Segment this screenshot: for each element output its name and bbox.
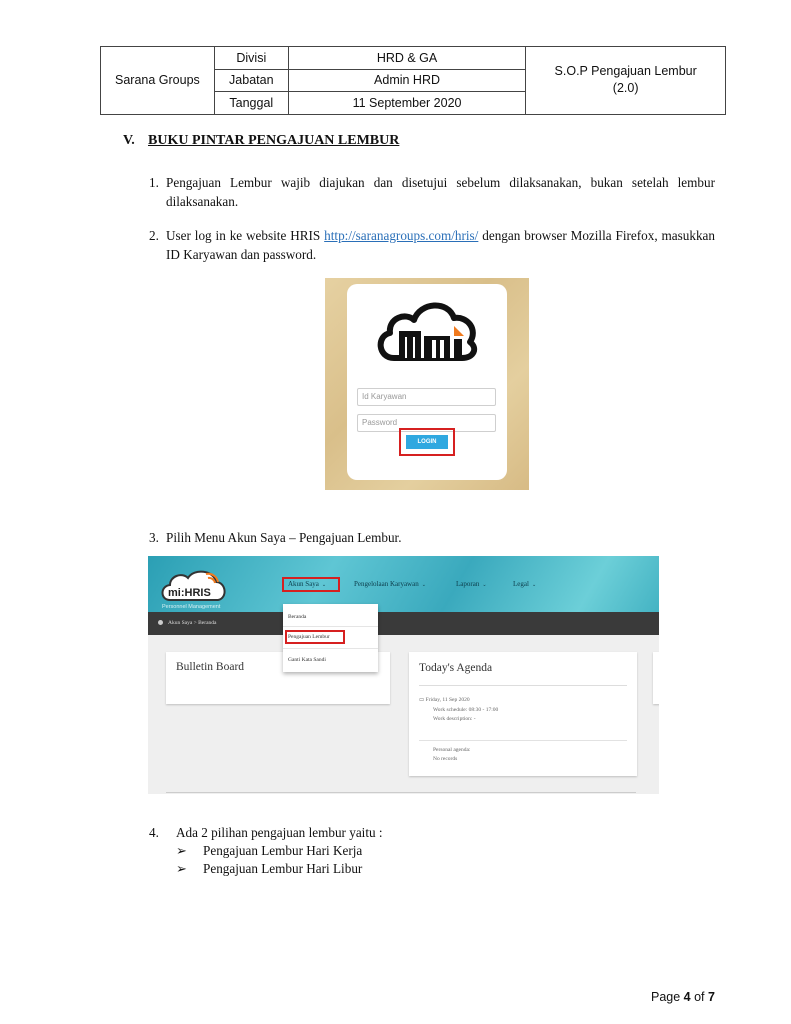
header-label-divisi: Divisi xyxy=(214,47,288,70)
nav-label: Laporan xyxy=(456,580,480,588)
dashboard-screenshot xyxy=(148,556,659,794)
work-schedule: Work schedule: 08:30 - 17:00 xyxy=(433,707,499,713)
chevron-down-icon: ⌄ xyxy=(421,583,426,588)
tagline: Personnel Management xyxy=(162,604,221,610)
step-1 xyxy=(149,173,715,211)
step-number: 3. xyxy=(149,530,159,545)
divider xyxy=(419,740,627,741)
arrow-bullet-icon: ➢ xyxy=(176,861,188,876)
step-4 xyxy=(149,824,383,878)
divider xyxy=(283,648,378,649)
hris-link[interactable]: http://saranagroups.com/hris/ xyxy=(324,228,479,243)
mihris-logo-text: mi:HRIS xyxy=(168,587,211,599)
arrow-bullet-icon: ➢ xyxy=(176,843,188,858)
step-text-part: User log in ke website HRIS xyxy=(166,228,325,243)
mi-cloud-logo-icon xyxy=(372,296,482,366)
step-2 xyxy=(149,226,715,264)
list-item xyxy=(176,860,383,878)
step-3 xyxy=(149,528,715,547)
side-panel xyxy=(653,652,659,704)
document-header-table xyxy=(100,46,726,115)
header-label-jabatan: Jabatan xyxy=(214,69,288,92)
id-karyawan-input[interactable]: Id Karyawan xyxy=(357,388,496,406)
nav-label: Legal xyxy=(513,580,529,588)
list-item xyxy=(176,842,383,860)
page-prefix: Page xyxy=(651,990,684,1004)
agenda-panel xyxy=(409,652,637,776)
page-total: 7 xyxy=(708,990,715,1004)
step-text: Pilih Menu Akun Saya – Pengajuan Lembur. xyxy=(166,530,402,545)
option-text: Pengajuan Lembur Hari Libur xyxy=(203,861,363,876)
akun-saya-dropdown xyxy=(283,604,378,672)
divider xyxy=(166,792,636,793)
menu-item-ganti-kata-sandi[interactable]: Ganti Kata Sandi xyxy=(288,657,326,663)
menu-item-beranda[interactable]: Beranda xyxy=(288,614,307,620)
step-text-part: dengan browser Mozilla Firefox, masukkan ID Karyawan dan password. xyxy=(166,228,715,262)
chevron-down-icon: ⌄ xyxy=(531,583,537,588)
password-input[interactable]: Password xyxy=(357,414,496,432)
gauge-icon xyxy=(158,620,163,625)
chevron-down-icon: ⌄ xyxy=(482,583,487,588)
doc-title: S.O.P Pengajuan Lembur xyxy=(554,64,697,79)
page-current: 4 xyxy=(683,990,691,1004)
doc-version: (2.0) xyxy=(612,81,639,96)
header-value-divisi: HRD & GA xyxy=(288,47,526,70)
option-text: Pengajuan Lembur Hari Kerja xyxy=(203,843,363,858)
step-text: Ada 2 pilihan pengajuan lembur yaitu : xyxy=(176,825,383,840)
menu-item-pengajuan-lembur[interactable]: Pengajuan Lembur xyxy=(288,634,330,640)
no-records: No records xyxy=(433,756,458,762)
page-number xyxy=(651,990,715,1004)
agenda-date xyxy=(419,696,470,704)
nav-highlight xyxy=(282,577,340,592)
breadcrumb xyxy=(148,612,659,635)
header-label-tanggal: Tanggal xyxy=(214,92,288,115)
agenda-date-text: Friday, 11 Sep 2020 xyxy=(425,697,470,703)
step-text xyxy=(166,226,715,264)
divider xyxy=(283,626,378,627)
chevron-down-icon: ⌄ xyxy=(321,583,327,588)
header-value-tanggal: 11 September 2020 xyxy=(288,92,526,115)
nav-label: Akun Saya xyxy=(288,580,319,588)
doc-title-cell xyxy=(526,47,726,115)
nav-laporan[interactable] xyxy=(456,580,487,588)
step-text: Pengajuan Lembur wajib diajukan dan disetujui sebelum dilaksanakan, bukan setelah lembur dilaksanakan. xyxy=(166,175,715,209)
section-title-text: BUKU PINTAR PENGAJUAN LEMBUR xyxy=(148,133,400,148)
login-card xyxy=(347,284,507,480)
step-number: 1. xyxy=(149,175,159,190)
login-screenshot xyxy=(325,278,529,490)
company-name: Sarana Groups xyxy=(101,47,215,115)
login-button-highlight xyxy=(399,428,455,456)
nav-legal[interactable] xyxy=(513,580,536,588)
step-number: 2. xyxy=(149,228,159,243)
nav-pengelolaan-karyawan[interactable] xyxy=(354,580,426,588)
header-value-jabatan: Admin HRD xyxy=(288,69,526,92)
page-of: of xyxy=(690,990,708,1004)
mihris-logo-icon xyxy=(160,568,228,604)
section-number: V. xyxy=(123,133,135,148)
calendar-icon: ▭ xyxy=(419,697,426,703)
work-description: Work description: - xyxy=(433,716,476,722)
agenda-title: Today's Agenda xyxy=(419,662,493,674)
breadcrumb-text: Akun Saya > Beranda xyxy=(168,620,217,626)
step-number: 4. xyxy=(149,825,159,840)
bulletin-title: Bulletin Board xyxy=(176,661,245,673)
divider xyxy=(419,685,627,686)
personal-agenda: Personal agenda: xyxy=(433,747,471,753)
section-title xyxy=(123,133,399,149)
nav-label: Pengelolaan Karyawan xyxy=(354,580,419,588)
login-button[interactable]: LOGIN xyxy=(406,435,448,449)
